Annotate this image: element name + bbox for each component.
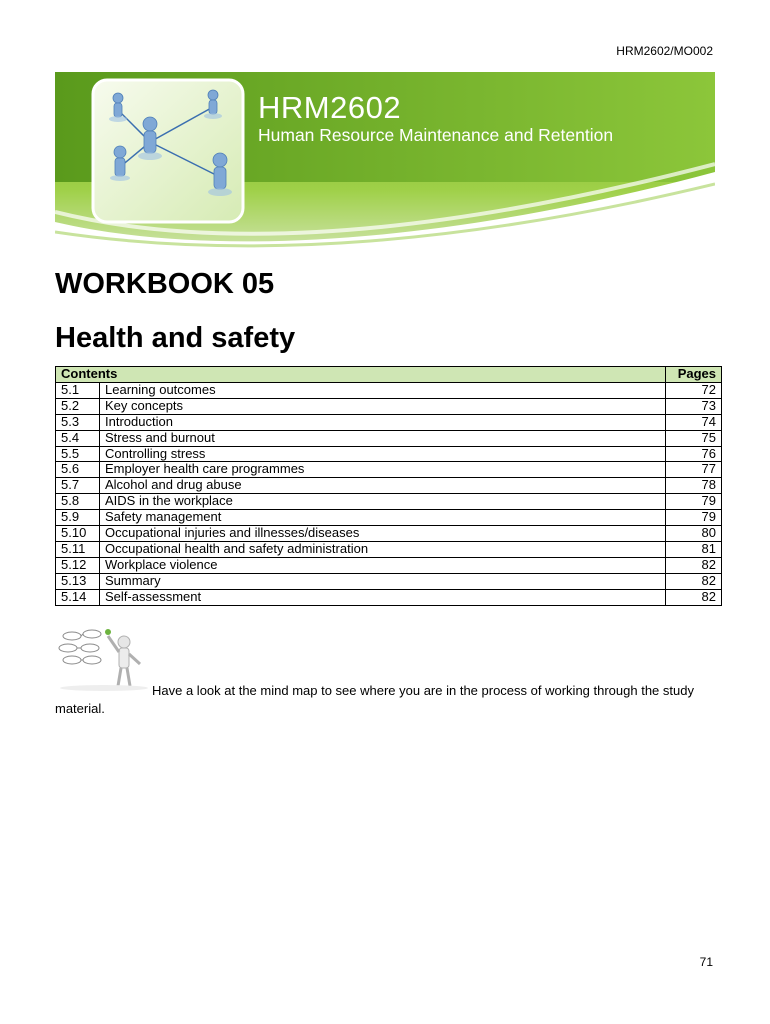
- section-page: 79: [666, 510, 722, 526]
- section-title: Workplace violence: [100, 557, 666, 573]
- contents-row: [56, 494, 722, 510]
- course-banner: [55, 72, 715, 268]
- section-page: 76: [666, 446, 722, 462]
- contents-row: [56, 526, 722, 542]
- section-title: Controlling stress: [100, 446, 666, 462]
- section-title: Occupational injuries and illnesses/diseases: [100, 526, 666, 542]
- section-page: 80: [666, 526, 722, 542]
- contents-table: [55, 366, 722, 606]
- section-number: 5.12: [56, 557, 100, 573]
- section-page: 82: [666, 573, 722, 589]
- section-title: Learning outcomes: [100, 382, 666, 398]
- section-page: 77: [666, 462, 722, 478]
- section-number: 5.3: [56, 414, 100, 430]
- contents-row: [56, 541, 722, 557]
- workbook-subtitle: Health and safety: [55, 322, 296, 354]
- contents-row: [56, 573, 722, 589]
- section-page: 81: [666, 541, 722, 557]
- section-page: 73: [666, 398, 722, 414]
- mind-map-note-text: Have a look at the mind map to see where you are in the process of working through the study material.: [55, 683, 694, 716]
- section-title: Safety management: [100, 510, 666, 526]
- contents-row: [56, 589, 722, 605]
- contents-row: [56, 446, 722, 462]
- section-number: 5.11: [56, 541, 100, 557]
- section-title: Key concepts: [100, 398, 666, 414]
- section-page: 79: [666, 494, 722, 510]
- contents-body: [56, 382, 722, 605]
- section-title: Introduction: [100, 414, 666, 430]
- section-title: Occupational health and safety administration: [100, 541, 666, 557]
- contents-row: [56, 430, 722, 446]
- section-page: 82: [666, 557, 722, 573]
- section-page: 82: [666, 589, 722, 605]
- section-page: 75: [666, 430, 722, 446]
- section-number: 5.13: [56, 573, 100, 589]
- section-page: 74: [666, 414, 722, 430]
- section-number: 5.6: [56, 462, 100, 478]
- mind-map-note: [55, 682, 717, 717]
- section-title: Alcohol and drug abuse: [100, 478, 666, 494]
- contents-row: [56, 462, 722, 478]
- contents-row: [56, 398, 722, 414]
- course-name: Human Resource Maintenance and Retention: [258, 125, 614, 145]
- section-number: 5.7: [56, 478, 100, 494]
- contents-header-row: [56, 367, 722, 383]
- section-number: 5.14: [56, 589, 100, 605]
- contents-row: [56, 557, 722, 573]
- section-title: Summary: [100, 573, 666, 589]
- section-title: AIDS in the workplace: [100, 494, 666, 510]
- section-number: 5.8: [56, 494, 100, 510]
- section-number: 5.5: [56, 446, 100, 462]
- section-number: 5.4: [56, 430, 100, 446]
- contents-row: [56, 414, 722, 430]
- contents-row: [56, 510, 722, 526]
- workbook-title: WORKBOOK 05: [55, 268, 275, 300]
- contents-header: Contents: [56, 367, 666, 383]
- pages-header: Pages: [666, 367, 722, 383]
- section-number: 5.9: [56, 510, 100, 526]
- document-code: HRM2602/MO002: [616, 44, 713, 58]
- section-title: Employer health care programmes: [100, 462, 666, 478]
- section-page: 72: [666, 382, 722, 398]
- section-number: 5.1: [56, 382, 100, 398]
- section-title: Self-assessment: [100, 589, 666, 605]
- page-number: 71: [699, 955, 713, 969]
- contents-row: [56, 478, 722, 494]
- section-number: 5.10: [56, 526, 100, 542]
- section-page: 78: [666, 478, 722, 494]
- course-code: HRM2602: [258, 90, 402, 125]
- section-title: Stress and burnout: [100, 430, 666, 446]
- contents-row: [56, 382, 722, 398]
- section-number: 5.2: [56, 398, 100, 414]
